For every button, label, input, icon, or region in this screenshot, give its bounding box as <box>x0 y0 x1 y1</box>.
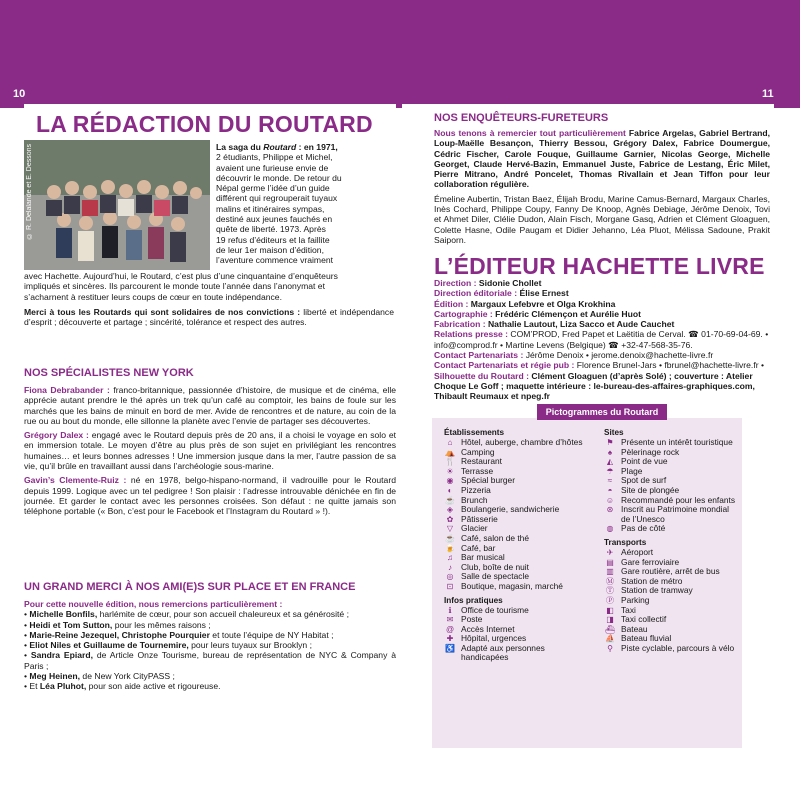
pictogram-label: Point de vue <box>621 456 668 467</box>
enqueteurs-names: Fabrice Argelas, Gabriel Bertrand, Loup-Maëlle Besançon, Thierry Bessou, Grégory Dalex, Fabrice Doumergue, Cédric Fischer, Carole Fouque, Guillaume Garnier, Nicolas George, Michelle Georget, Claude Hervé-Bazin, Emmanuel Juste, Fabrice de Lestang, Éric Milet, Pierre Mitrano, André Poncelet, Thomas Rivallain et Jean Tiffon pour leur collaboration régulière. <box>434 128 770 190</box>
pictogram-label: Boutique, magasin, marché <box>461 580 563 591</box>
pictogram-label: Plage <box>621 465 643 476</box>
pictogram-icon: ◨ <box>606 615 614 625</box>
pictogram-section-infos: Infos pratiques <box>444 595 503 605</box>
team-photo-illustration <box>24 140 210 270</box>
pictogram-label: Bateau fluvial <box>621 633 672 644</box>
credit-line <box>434 371 770 402</box>
thanks-item: • Eliot Niles et Guillaume de Tournemire, pour leurs tuyaux sur Brooklyn ; <box>24 640 312 651</box>
intro-line-12: l’aventure commence vraiment <box>216 255 334 266</box>
credit-label: Direction : <box>434 278 477 288</box>
thanks-name: Eliot Niles et Guillaume de Tournemire, <box>29 640 189 651</box>
specialist-gavins <box>24 475 396 516</box>
thanks-text: harlémite de cœur, pour son accueil chaleureux et sa générosité ; <box>97 609 349 620</box>
specialist-name: Gavin’s Clemente-Ruiz : <box>24 475 127 486</box>
pictogram-label: Bateau <box>621 623 648 634</box>
pictogram-icon: ☀ <box>446 466 454 476</box>
pictogram-label: Camping <box>461 446 495 457</box>
pictogram-label: Taxi <box>621 604 636 615</box>
pictogram-label: Restaurant <box>461 456 502 467</box>
credit-label: Contact Partenariats : <box>434 350 524 361</box>
thanks-text: pour leurs tuyaux sur Brooklyn ; <box>188 640 312 651</box>
pictogram-label: Site de plongée <box>621 484 680 495</box>
pictogram-item <box>444 582 594 592</box>
pictogram-icon: ◐ <box>447 485 453 495</box>
credit-value: Nathalie Lautout, Liza Sacco et Aude Cauchet <box>485 319 675 330</box>
pictogram-label: Terrasse <box>461 465 494 476</box>
pictogram-label: Recommandé pour les enfants <box>621 494 736 505</box>
intro-line-14: impliqués et sincères. Ils parcourent le monde toute l’année dans l’anonymat et <box>24 281 325 292</box>
pictogram-label: Pizzeria <box>461 484 491 495</box>
thanks-text: et toute l’équipe de NY Habitat ; <box>209 629 334 640</box>
pictogram-icon: Ⓜ <box>606 576 614 586</box>
thanks-item: • Sandra Epiard, de Article Onze Tourisme, bureau de représentation de NYC & Company à Paris ; <box>24 650 396 671</box>
specialist-name: Grégory Dalex : <box>24 430 89 441</box>
pictogram-label: Glacier <box>461 523 488 534</box>
intro-line-5: Népal germe l’idée d’un guide <box>216 183 330 194</box>
thanks-text: de Article Onze Tourisme, bureau de représentation de NYC & Company à Paris ; <box>24 650 396 671</box>
credit-value: Florence Brunel-Jars • fbrunel@hachette-livre.fr • <box>574 360 764 371</box>
pictogram-item <box>604 644 740 654</box>
intro-line-6: différent qui regrouperait tuyaux <box>216 193 338 204</box>
specialists-body <box>24 385 396 517</box>
credit-line <box>434 360 770 370</box>
pictogram-label: Boulangerie, sandwicherie <box>461 504 560 515</box>
pictogram-label: Café, bar <box>461 542 496 553</box>
pictogram-icon: ☂ <box>606 466 614 476</box>
page-number-left: 10 <box>13 88 26 100</box>
page-title: LA RÉDACTION DU ROUTARD <box>36 111 373 137</box>
pictogram-icon: ◭ <box>606 457 614 467</box>
right-page <box>400 0 800 800</box>
thanks-item: • Michelle Bonfils, harlémite de cœur, pour son accueil chaleureux et sa générosité ; <box>24 609 349 620</box>
credit-value: Clément Gloaguen (d’après Solé) ; couverture : Atelier Choque Le Goff ; maquette intérieure : le-bureau-des-affaires-graphiques.com, Thibault Reumaux et npeg.fr <box>434 370 755 402</box>
pictogram-column-left <box>444 428 594 663</box>
pictogram-label: Spécial burger <box>461 475 516 486</box>
specialist-text: engagé avec le Routard depuis près de 20 ans, il a choisi le voyage en solo et en immersion totale. Le moyen d’être au plus près de son sujet en privilégiant les rencontres humaines… et leurs bonnes adresses ! Une immersion jusque dans la mer, l’autre passion de sa vie, qu’il brûle en travaillant aussi dans l’archéologie sous-marine. <box>24 430 396 472</box>
credit-label: Contact Partenariats et régie pub : <box>434 360 575 371</box>
thanks-subheading: Pour cette nouvelle édition, nous remercions particulièrement : <box>24 599 283 609</box>
pictogram-icon: ♠ <box>607 447 613 457</box>
pictogram-label: Bar musical <box>461 552 505 563</box>
intro-line-11: de leur 1er maison d’édition, <box>216 244 324 255</box>
intro-bold-2: : en 1971, <box>296 142 338 152</box>
pictogram-icon: ✉ <box>446 615 454 625</box>
pictogram-label: Parking <box>621 594 650 605</box>
pictogram-icon: ☺ <box>605 495 615 505</box>
pictogram-icon: ⊛ <box>606 505 614 515</box>
pictogram-icon: @ <box>445 624 455 634</box>
intro-line-15: s’acharnent à restituer leurs coups de cœur en toute indépendance. <box>24 291 282 302</box>
credit-label: Édition : <box>434 298 469 309</box>
pictogram-icon: ◧ <box>606 605 614 615</box>
pictogram-label: Hôtel, auberge, chambre d’hôtes <box>461 437 583 447</box>
pictogram-section-transports: Transports <box>604 537 647 547</box>
pictogram-icon: ♫ <box>447 553 453 563</box>
page-number-right: 11 <box>762 88 774 100</box>
pictogram-icon: ✈ <box>606 547 614 557</box>
editeur-heading: L’ÉDITEUR HACHETTE LIVRE <box>434 253 765 279</box>
pictogram-label: Adapté aux personnes handicapées <box>461 642 545 663</box>
pictogram-icon: ♿ <box>445 643 455 653</box>
specialist-text: franco-britannique, passionnée d’histoire, de musique et de cinéma, elle apprécie autant prendre le thé après un trek qu’un café au comptoir, les bains de foule sur les marchés que les bains de minuit en bord de mer. Avide de rencontres et de nature, au coin de la rue ou au bout du monde, elle sillonne la planète avec l’envie de partager ses découvertes. <box>24 385 396 426</box>
pictogram-section-sites: Sites <box>604 428 624 437</box>
pictogram-icon: 🍴 <box>445 457 455 467</box>
pictogram-icon: ⛺ <box>445 447 455 457</box>
pictogram-icon: ℹ <box>448 605 452 615</box>
pictogram-legend <box>432 407 742 748</box>
pictogram-label: Aéroport <box>621 546 654 557</box>
thanks-text: pour son aide active et rigoureuse. <box>86 681 221 692</box>
pictogram-icon: ▽ <box>446 524 454 534</box>
specialist-text: né en 1978, belgo-hispano-normand, il vadrouille pour le Routard depuis 1999. Logique avec un tel pedigree ! Son plaisir : l’adresse introuvable dénichée en fin de journée. Et garder le contact avec les personnes croisées. Son défaut : ne quitte jamais son téléphone portable (« Bon, c’est pour le Facebook et l’Instagram du Routard » !). <box>24 475 396 517</box>
thanks-name: Michelle Bonfils, <box>29 609 98 620</box>
pictogram-icon: 🍺 <box>445 543 455 553</box>
credit-value: Frédéric Clémençon et Aurélie Huot <box>492 308 641 319</box>
pictogram-icon: ♪ <box>448 562 452 572</box>
enqueteurs-heading: NOS ENQUÊTEURS-FURETEURS <box>434 112 609 124</box>
specialist-fiona <box>24 385 396 426</box>
pictogram-section-etablissements: Établissements <box>444 428 505 437</box>
intro-wrap <box>216 142 396 266</box>
pictogram-icon: ⊡ <box>446 581 454 591</box>
pictogram-label: Brunch <box>461 494 488 505</box>
pictogram-icon: Ⓣ <box>606 586 614 596</box>
pictogram-icon: ✿ <box>446 514 454 524</box>
pictogram-label: Inscrit au Patrimoine mondial de l’Unesco <box>621 504 729 524</box>
enqueteurs-lead: Nous tenons à remercier tout particulièrement <box>434 128 626 138</box>
pictogram-icon: ▤ <box>606 557 614 567</box>
pictogram-item <box>604 505 740 524</box>
intro-continued <box>24 271 396 302</box>
pictogram-icon: ⛵ <box>605 634 615 644</box>
pictogram-icon: ◉ <box>446 476 454 486</box>
enqueteurs-others: Émeline Aubertin, Tristan Baez, Élijah Brodu, Marine Camus-Bernard, Margaux Charles, Inès Cochard, Philippe Coupy, Fanny De Knoop, Agnès Debiage, Jérôme Denoix, Tovi et Ahmet Diler, Clélie Dudon, Alain Fisch, Morgane Gasq, Adrien et Clément Gloaguen, Colette Hasne, Odile Paugam et Didier Jehanno, Léa Pluot, Mélissa Sadoune, Prakit Saiporn. <box>434 193 770 245</box>
pictogram-label: Café, salon de thé <box>461 532 529 543</box>
pictogram-label: Station de métro <box>621 575 683 586</box>
thanks-text: Et <box>29 681 40 692</box>
pictogram-label: Piste cyclable, parcours à vélo <box>621 642 735 653</box>
credit-label: Cartographie : <box>434 308 493 319</box>
pictogram-label: Salle de spectacle <box>461 571 529 582</box>
pictogram-label: Station de tramway <box>621 585 693 596</box>
pictogram-icon: ✚ <box>446 634 454 644</box>
credit-label: Fabrication : <box>434 319 486 330</box>
credit-line <box>434 329 770 350</box>
merci-rest: liberté et indépendance d’esprit ; découverte et partage ; sincérité, tolérance et respect des autres. <box>24 307 394 328</box>
intro-line-10: 19 refus d’éditeurs et la faillite <box>216 234 330 245</box>
pictogram-icon: ⛴ <box>604 624 616 634</box>
thanks-body <box>24 599 396 692</box>
credit-line <box>434 278 770 288</box>
thanks-item: • Marie-Reine Jezequel, Christophe Pourquier et toute l’équipe de NY Habitat ; <box>24 629 334 640</box>
intro-line-4: découvrir le monde. De retour du <box>216 172 342 183</box>
credit-line <box>434 288 770 298</box>
thanks-text: de New York CityPASS ; <box>80 671 175 682</box>
pictogram-column-right <box>604 428 740 653</box>
editeur-body <box>434 278 770 402</box>
credit-line <box>434 309 770 319</box>
credit-value: COM’PROD, Fred Papet et Laëtitia de Cerval. ☎ 01-70-69-04-69. • info@comprod.fr • Martine Levens (Belgique) ☎ +32-47-568-35-76. <box>434 329 769 350</box>
merci-paragraph <box>24 307 394 328</box>
pictogram-icon: ◎ <box>446 572 454 582</box>
pictogram-label: Pâtisserie <box>461 513 498 524</box>
thanks-heading: UN GRAND MERCI À NOS AMI(E)S SUR PLACE ET EN FRANCE <box>24 581 356 593</box>
enqueteurs-body <box>434 128 770 245</box>
specialist-name: Fiona Debrabander : <box>24 385 110 395</box>
pictogram-label: Accès Internet <box>461 623 515 634</box>
intro-line-8: destiné aux jeunes fauchés en <box>216 214 333 225</box>
thanks-item: • Et Léa Pluhot, pour son aide active et rigoureuse. <box>24 681 221 692</box>
specialists-heading: NOS SPÉCIALISTES NEW YORK <box>24 367 194 379</box>
pictogram-icon: ⚲ <box>607 643 613 653</box>
left-content <box>24 104 396 734</box>
team-photo <box>24 140 210 270</box>
pictogram-icon: ◈ <box>446 505 454 515</box>
pictogram-icon: ◍ <box>606 524 614 534</box>
thanks-name: Sandra Epiard, <box>30 650 93 661</box>
specialist-gregory <box>24 430 396 471</box>
pictogram-label: Pèlerinage rock <box>621 446 680 457</box>
photo-credit: © R. Delalande et E. Dessons <box>26 144 33 239</box>
pictogram-label: Spot de surf <box>621 475 667 486</box>
credit-value: Sidonie Chollet <box>476 278 542 288</box>
pictogram-item <box>604 524 740 534</box>
pictogram-icon: ☕ <box>445 533 455 543</box>
thanks-name: Heidi et Tom Sutton, <box>29 619 113 630</box>
intro-line-1 <box>216 142 396 152</box>
intro-bold-italic: Routard <box>263 142 297 152</box>
thanks-name: Léa Pluhot, <box>39 681 87 692</box>
credit-line <box>434 319 770 329</box>
thanks-name: Meg Heinen, <box>29 671 81 682</box>
intro-line-2: 2 étudiants, Philippe et Michel, <box>216 152 333 163</box>
pictogram-icon: ☕ <box>445 495 455 505</box>
merci-lead: Merci à tous les Routards qui sont solidaires de nos convictions : <box>24 307 301 317</box>
pictogram-label: Pas de côté <box>621 523 666 534</box>
thanks-item: • Meg Heinen, de New York CityPASS ; <box>24 671 175 682</box>
pictogram-icon: ≈ <box>607 476 613 486</box>
pictogram-label: Hôpital, urgences <box>461 633 527 644</box>
enqueteurs-main <box>434 128 770 190</box>
thanks-text: pour les mêmes raisons ; <box>112 619 211 630</box>
credit-line <box>434 350 770 360</box>
pictogram-icon: ▥ <box>606 567 614 577</box>
credit-value: Élise Ernest <box>517 288 569 299</box>
pictogram-legend-title: Pictogrammes du Routard <box>537 404 667 420</box>
pictogram-label: Gare routière, arrêt de bus <box>621 566 720 577</box>
pictogram-label: Club, boîte de nuit <box>461 561 529 572</box>
pictogram-icon: ◓ <box>607 485 613 495</box>
intro-line-3: avaient une furieuse envie de <box>216 162 329 173</box>
pictogram-icon: Ⓟ <box>606 595 614 605</box>
pictogram-icon: ⌂ <box>447 438 453 447</box>
intro-line-9: quête de liberté. 1973. Après <box>216 224 326 235</box>
credit-line <box>434 299 770 309</box>
credit-label: Relations presse : <box>434 329 509 340</box>
credit-value: Jérôme Denoix • jerome.denoix@hachette-livre.fr <box>523 350 714 361</box>
thanks-name: Marie-Reine Jezequel, Christophe Pourquier <box>29 629 210 640</box>
credit-label: Silhouette du Routard : <box>434 370 530 381</box>
pictogram-label: Office de tourisme <box>461 604 529 615</box>
pictogram-item <box>444 644 594 663</box>
pictogram-label: Taxi collectif <box>621 614 667 625</box>
intro-line-7: malins et itinéraires sympas, <box>216 203 325 214</box>
credit-value: Margaux Lefebvre et Olga Krokhina <box>468 298 616 309</box>
intro-line-13: avec Hachette. Aujourd’hui, le Routard, c’est plus d’une cinquantaine d’enquêteurs <box>24 271 338 281</box>
pictogram-icon: ⚑ <box>606 438 614 447</box>
intro-bold-1: La saga du <box>216 142 264 152</box>
pictogram-label: Présente un intérêt touristique <box>621 437 733 447</box>
pictogram-label: Poste <box>461 614 483 625</box>
pictogram-label: Gare ferroviaire <box>621 556 680 567</box>
thanks-item: • Heidi et Tom Sutton, pour les mêmes raisons ; <box>24 619 211 630</box>
credit-label: Direction éditoriale : <box>434 288 518 299</box>
